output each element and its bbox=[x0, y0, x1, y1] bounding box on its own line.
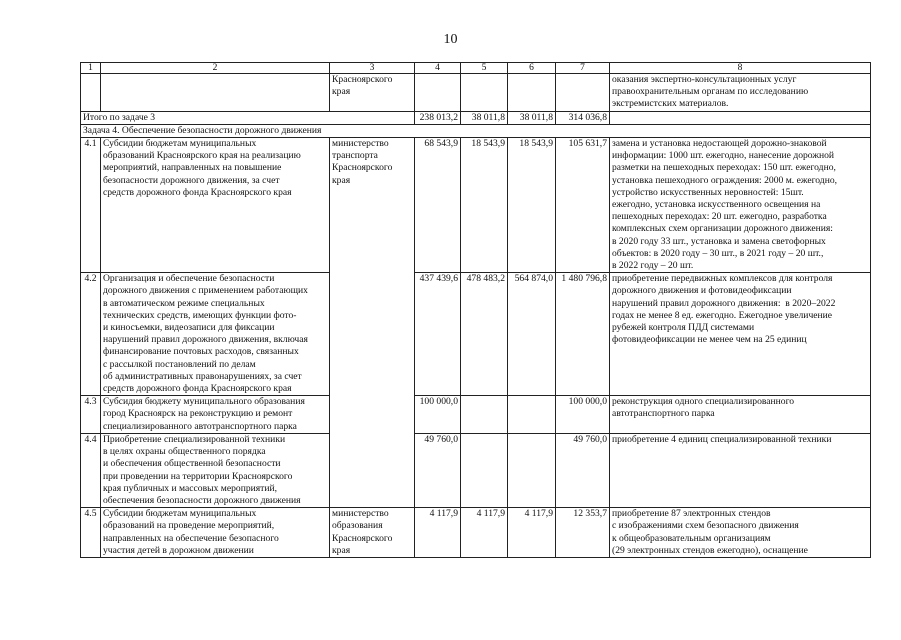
value-sum: 12 353,7 bbox=[556, 508, 610, 558]
total-row-task-3 bbox=[81, 111, 871, 124]
value-sum: 49 760,0 bbox=[556, 433, 610, 507]
result-cell: приобретение передвижных комплексов для контроля дорожного движения и фотовидеофиксации нарушений правил дорожного движения: в 2020–2022 годах не менее 8 ед. ежегодно. Ежегодное увеличение рубежей контроля ПДД системами фотовидеофиксации не менее чем на 25 единиц bbox=[610, 273, 871, 396]
table-row-4-1 bbox=[81, 138, 871, 273]
empty-cell bbox=[508, 74, 556, 112]
empty-cell bbox=[461, 396, 508, 434]
total-value-2022: 38 011,8 bbox=[508, 111, 556, 124]
result-cell: замена и установка недостающей дорожно-знаковой информации: 1000 шт. ежегодно, нанесение дорожной разметки на пешеходных переходах: 150 шт. ежегодно, установка пешеходного ограждения: 2000 м. ежегодно, устройство искусственных неровностей: 15шт. ежегодно, установка искусственного освещения на пешеходных переходах: 20 шт. ежегодно, разработка комплексных схем организации дорожного движения: в 2020 году 33 шт., установка и замена светофорных объектов: в 2020 году – 30 шт., в 2021 году – 20 шт., в 2022 году – 20 шт. bbox=[610, 138, 871, 273]
table-row-4-3 bbox=[81, 396, 871, 434]
empty-cell bbox=[556, 74, 610, 112]
responsible-cell: Красноярского края bbox=[330, 74, 415, 112]
header-cell: 7 bbox=[556, 63, 610, 74]
value-2021: 4 117,9 bbox=[461, 508, 508, 558]
value-2022: 564 874,0 bbox=[508, 273, 556, 396]
value-2020: 68 543,9 bbox=[415, 138, 461, 273]
measure-name: Субсидия бюджету муниципального образования город Красноярск на реконструкцию и ремонт специализированного автотранспортного парка bbox=[101, 396, 330, 434]
row-number: 4.5 bbox=[81, 508, 101, 558]
header-cell: 3 bbox=[330, 63, 415, 74]
responsible-cell: министерство образования Красноярского края bbox=[330, 508, 415, 558]
value-2020: 49 760,0 bbox=[415, 433, 461, 507]
header-row bbox=[81, 63, 871, 74]
continuation-row bbox=[81, 74, 871, 112]
empty-cell bbox=[461, 433, 508, 507]
value-2021: 18 543,9 bbox=[461, 138, 508, 273]
value-sum: 105 631,7 bbox=[556, 138, 610, 273]
value-2022: 4 117,9 bbox=[508, 508, 556, 558]
result-cell: приобретение 4 единиц специализированной техники bbox=[610, 433, 871, 507]
measure-name: Субсидии бюджетам муниципальных образований на проведение мероприятий, направленных на обеспечение безопасного участия детей в дорожном движении bbox=[101, 508, 330, 558]
total-value-sum: 314 036,8 bbox=[556, 111, 610, 124]
responsible-cell: министерство транспорта Красноярского края bbox=[330, 138, 415, 508]
header-cell: 4 bbox=[415, 63, 461, 74]
task-heading: Задача 4. Обеспечение безопасности дорожного движения bbox=[81, 124, 871, 137]
empty-cell bbox=[508, 396, 556, 434]
value-2020: 4 117,9 bbox=[415, 508, 461, 558]
value-2021: 478 483,2 bbox=[461, 273, 508, 396]
value-2020: 437 439,6 bbox=[415, 273, 461, 396]
measure-name: Субсидии бюджетам муниципальных образований Красноярского края на реализацию мероприятий, направленных на повышение безопасности дорожного движения, за счет средств дорожного фонда Красноярского края bbox=[101, 138, 330, 273]
row-number: 4.1 bbox=[81, 138, 101, 273]
result-cell: приобретение 87 электронных стендов с изображениями схем безопасного движения к общеобразовательным организациям (29 электронных стендов ежегодно), оснащение bbox=[610, 508, 871, 558]
row-number: 4.2 bbox=[81, 273, 101, 396]
header-cell: 8 bbox=[610, 63, 871, 74]
measure-name: Организация и обеспечение безопасности дорожного движения с применением работающих в автоматическом режиме специальных технических средств, имеющих функции фото- и киносъемки, видеозаписи для фиксации нарушений правил дорожного движения, включая финансирование почтовых расходов, связанных с рассылкой постановлений по делам об административных правонарушениях, за счет средств дорожного фонда Красноярского края bbox=[101, 273, 330, 396]
header-cell: 1 bbox=[81, 63, 101, 74]
empty-cell bbox=[81, 74, 101, 112]
value-2022: 18 543,9 bbox=[508, 138, 556, 273]
empty-cell bbox=[415, 74, 461, 112]
table-row-4-2 bbox=[81, 273, 871, 396]
table-row-4-4 bbox=[81, 433, 871, 507]
task-4-heading-row bbox=[81, 124, 871, 137]
header-cell: 2 bbox=[101, 63, 330, 74]
empty-cell bbox=[101, 74, 330, 112]
value-2020: 100 000,0 bbox=[415, 396, 461, 434]
header-cell: 5 bbox=[461, 63, 508, 74]
empty-cell bbox=[461, 74, 508, 112]
row-number: 4.4 bbox=[81, 433, 101, 507]
table-row-4-5 bbox=[81, 508, 871, 558]
measure-name: Приобретение специализированной техники в целях охраны общественного порядка и обеспечения общественной безопасности при проведении на территории Красноярского края публичных и массовых мероприятий, обеспечения безопасности дорожного движения bbox=[101, 433, 330, 507]
result-cell: оказания экспертно-консультационных услуг правоохранительным органам по исследованию экстремистских материалов. bbox=[610, 74, 871, 112]
empty-cell bbox=[508, 433, 556, 507]
header-cell: 6 bbox=[508, 63, 556, 74]
total-value-2021: 38 011,8 bbox=[461, 111, 508, 124]
program-table bbox=[80, 62, 871, 558]
result-cell: реконструкция одного специализированного автотранспортного парка bbox=[610, 396, 871, 434]
total-label: Итого по задаче 3 bbox=[81, 111, 415, 124]
value-sum: 1 480 796,8 bbox=[556, 273, 610, 396]
page-number: 10 bbox=[443, 32, 458, 47]
empty-cell bbox=[610, 111, 871, 124]
total-value-2020: 238 013,2 bbox=[415, 111, 461, 124]
value-sum: 100 000,0 bbox=[556, 396, 610, 434]
row-number: 4.3 bbox=[81, 396, 101, 434]
